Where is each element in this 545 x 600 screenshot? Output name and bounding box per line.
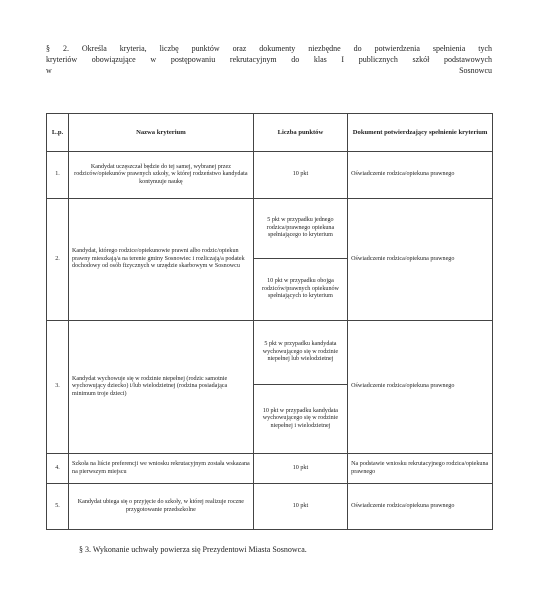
row-points-option-a: 5 pkt w przypadku kandydata wychowującego się w rodzinie niepełnej lub wielodzietnej [253,321,347,385]
row-lp: 2. [47,199,69,321]
section-2-paragraph [46,43,492,76]
row-points-option-b: 10 pkt w przypadku kandydata wychowującego się w rodzinie niepełnej i wielodzietnej [253,385,347,454]
row-points-option-a: 5 pkt w przypadku jednego rodzica/prawnego opiekuna spełniającego to kryterium [253,199,347,259]
table-header-row [47,114,493,152]
header-lp: L.p. [47,114,69,152]
row-criterion [69,321,254,454]
row-points: 10 pkt [253,454,347,484]
row-document: Na podstawie wniosku rekrutacyjnego rodzica/opiekuna prawnego [348,454,493,484]
row-document: Oświadczenie rodzica/opiekuna prawnego [348,152,493,199]
criterion-text: Kandydat, którego rodzice/opiekunowie prawni albo rodzic/opiekun prawny mieszkają/a na terenie gminy Sosnowiec i rozliczają/a podatek dochodowy od osób fizycznych w urzędzie skarbowym w Sosnowcu [72,248,245,270]
table-row [47,454,493,484]
row-criterion [69,199,254,321]
row-points: 10 pkt [253,484,347,530]
row-lp: 1. [47,152,69,199]
row-criterion [69,454,254,484]
header-document: Dokument potwierdzający spełnienie kryterium [348,114,493,152]
table-row [47,321,493,385]
paragraph-line-3-left: w [46,66,52,75]
paragraph-line-3 [46,65,492,76]
paragraph-line-3-right: Sosnowcu [459,66,492,75]
row-points-option-b: 10 pkt w przypadku obojga rodziców/prawnych opiekunów spełniających to kryterium [253,259,347,321]
header-points: Liczba punktów [253,114,347,152]
table-row [47,199,493,259]
row-lp: 4. [47,454,69,484]
table-row [47,484,493,530]
paragraph-line-1: § 2. Określa kryteria, liczbę punktów oraz dokumenty niezbędne do potwierdzenia spełnienia tych [46,44,492,53]
table-row [47,152,493,199]
header-name: Nazwa kryterium [69,114,254,152]
row-lp: 5. [47,484,69,530]
row-criterion [69,484,254,530]
criterion-text: Kandydat ubiega się o przyjęcie do szkoły, w której realizuje roczne przygotowanie przedszkolne [77,499,245,513]
row-document: Oświadczenie rodzica/opiekuna prawnego [348,199,493,321]
row-points: 10 pkt [253,152,347,199]
row-document: Oświadczenie rodzica/opiekuna prawnego [348,321,493,454]
criterion-text: Kandydat wychowuje się w rodzinie niepełnej (rodzic samotnie wychowujący dziecko) i/lub wielodzietnej (rodzina posiadająca minimum troje dzieci) [72,375,228,397]
section-3-paragraph: § 3. Wykonanie uchwały powierza się Prezydentowi Miasta Sosnowca. [79,545,307,554]
paragraph-line-2: kryteriów obowiązujące w postępowaniu rekrutacyjnym do klas I publicznych szkół podstawowych [46,55,492,64]
row-criterion [69,152,254,199]
criterion-text: Kandydat uczęszczał będzie do tej samej, wybranej przez rodziców/opiekunów prawnych szkoły, w której rodzeństwo kandydata kontynuuje naukę [74,163,248,185]
criterion-text: Szkoła na liście preferencji we wniosku rekrutacyjnym została wskazana na pierwszym miejscu [72,461,250,475]
criteria-table [46,113,493,530]
row-document: Oświadczenie rodzica/opiekuna prawnego [348,484,493,530]
row-lp: 3. [47,321,69,454]
